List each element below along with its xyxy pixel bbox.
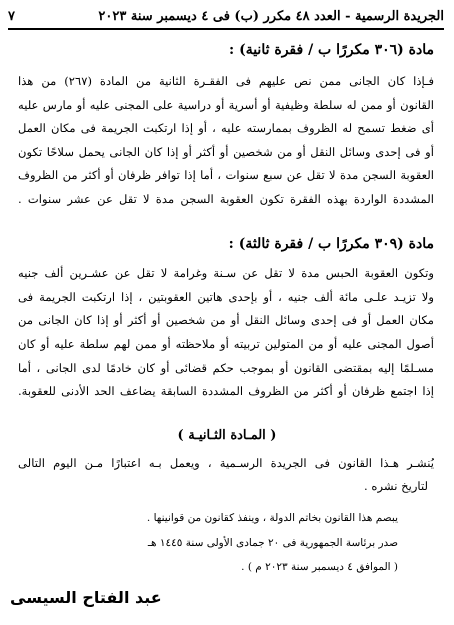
article-two-body <box>18 452 434 498</box>
page-number: ٧ <box>8 8 15 24</box>
text-line: أى ضغط تسمح له الظروف بممارسته عليه ، أو إذا ارتكبت الجريمة فى مكان العمل <box>18 121 434 135</box>
text-line: ولا تزيـد علـى مائة ألف جنيه ، أو بإحدى هاتين العقوبتين ، إذا ارتكبت الجريمة فى <box>18 289 434 304</box>
text-line: إذا اجتمع ظرفان أو أكثر من الظروف المشددة السابقة يضاعف الحد الأدنى للعقوبة. <box>18 384 434 399</box>
text-line: أو فى إحدى وسائل النقل أو من شخصين أو أكثر أو إذا كان الجانى يحمل سلاحًا تكون <box>18 144 434 159</box>
text-line: وتكون العقوبة الحبس مدة لا تقل عن سـنة وغرامة لا تقل عن عشـرين ألف جنيه <box>18 266 434 280</box>
issue-date: صدر برئاسة الجمهورية فى ٢٠ جمادى الأولى سنة ١٤٤٥ هـ <box>147 537 398 549</box>
text-line: أصول المجنى عليه أو من المتولين تربيته أو ملاحظته أو ممن لهم سلطة عليه أو كان <box>18 337 434 352</box>
text-line: يُنشـر هـذا القانون فى الجريدة الرسـمية ، ويعمل بـه اعتبارًا مـن اليوم التالى <box>18 456 434 470</box>
page-header <box>8 6 444 26</box>
gregorian-date: ( الموافق ٤ ديسمبر سنة ٢٠٢٣ م ) . <box>241 561 398 573</box>
text-line: فـإذا كان الجانى ممن نص عليهم فى الفقـرة الثانية من المادة (٢٦٧) من هذا <box>18 74 434 88</box>
text-line: مسـلمًا إليه بمقتضى القانون أو بموجب حكم قضائى أو كان خادمًا لدى الجانى ، أما <box>18 360 434 375</box>
header-divider <box>8 28 444 30</box>
president-signature: عبد الفتاح السيسى <box>10 588 162 607</box>
text-line: مكان العمل أو فى إحدى وسائل النقل أو من شخصين أو أكثر أو إذا كان الجانى من <box>18 313 434 328</box>
text-line: القانون أو ممن له سلطة وظيفية أو أسرية أو دراسية على المجنى عليه أو مارس عليه <box>18 97 434 112</box>
seal-statement: يبصم هذا القانون بخاتم الدولة ، وينفذ كقانون من قوانينها . <box>146 512 398 524</box>
gazette-title: الجريدة الرسمية - العدد ٤٨ مكرر (ب) فى ٤ ديسمبر سنة ٢٠٢٣ <box>98 8 444 24</box>
article-306-heading: مادة (٣٠٦ مكررًا ب / فقرة ثانية) : <box>229 42 434 58</box>
text-line: العقوبة السجن مدة لا تقل عن سبع سنوات ، أما إذا توافر ظرفان أو أكثر من الظروف <box>18 168 434 182</box>
article-309-body <box>18 262 434 404</box>
article-two-heading: ( المـادة الثـانيـة ) <box>177 428 277 443</box>
text-line: المشددة الواردة بهذه الفقرة تكون العقوبة السجن مدة لا تقل عن عشر سنوات . <box>18 191 434 206</box>
article-306-body <box>18 70 434 211</box>
text-line: لتاريخ نشره . <box>364 479 428 493</box>
article-309-heading: مادة (٣٠٩ مكررًا ب / فقرة ثالثة) : <box>228 236 434 252</box>
